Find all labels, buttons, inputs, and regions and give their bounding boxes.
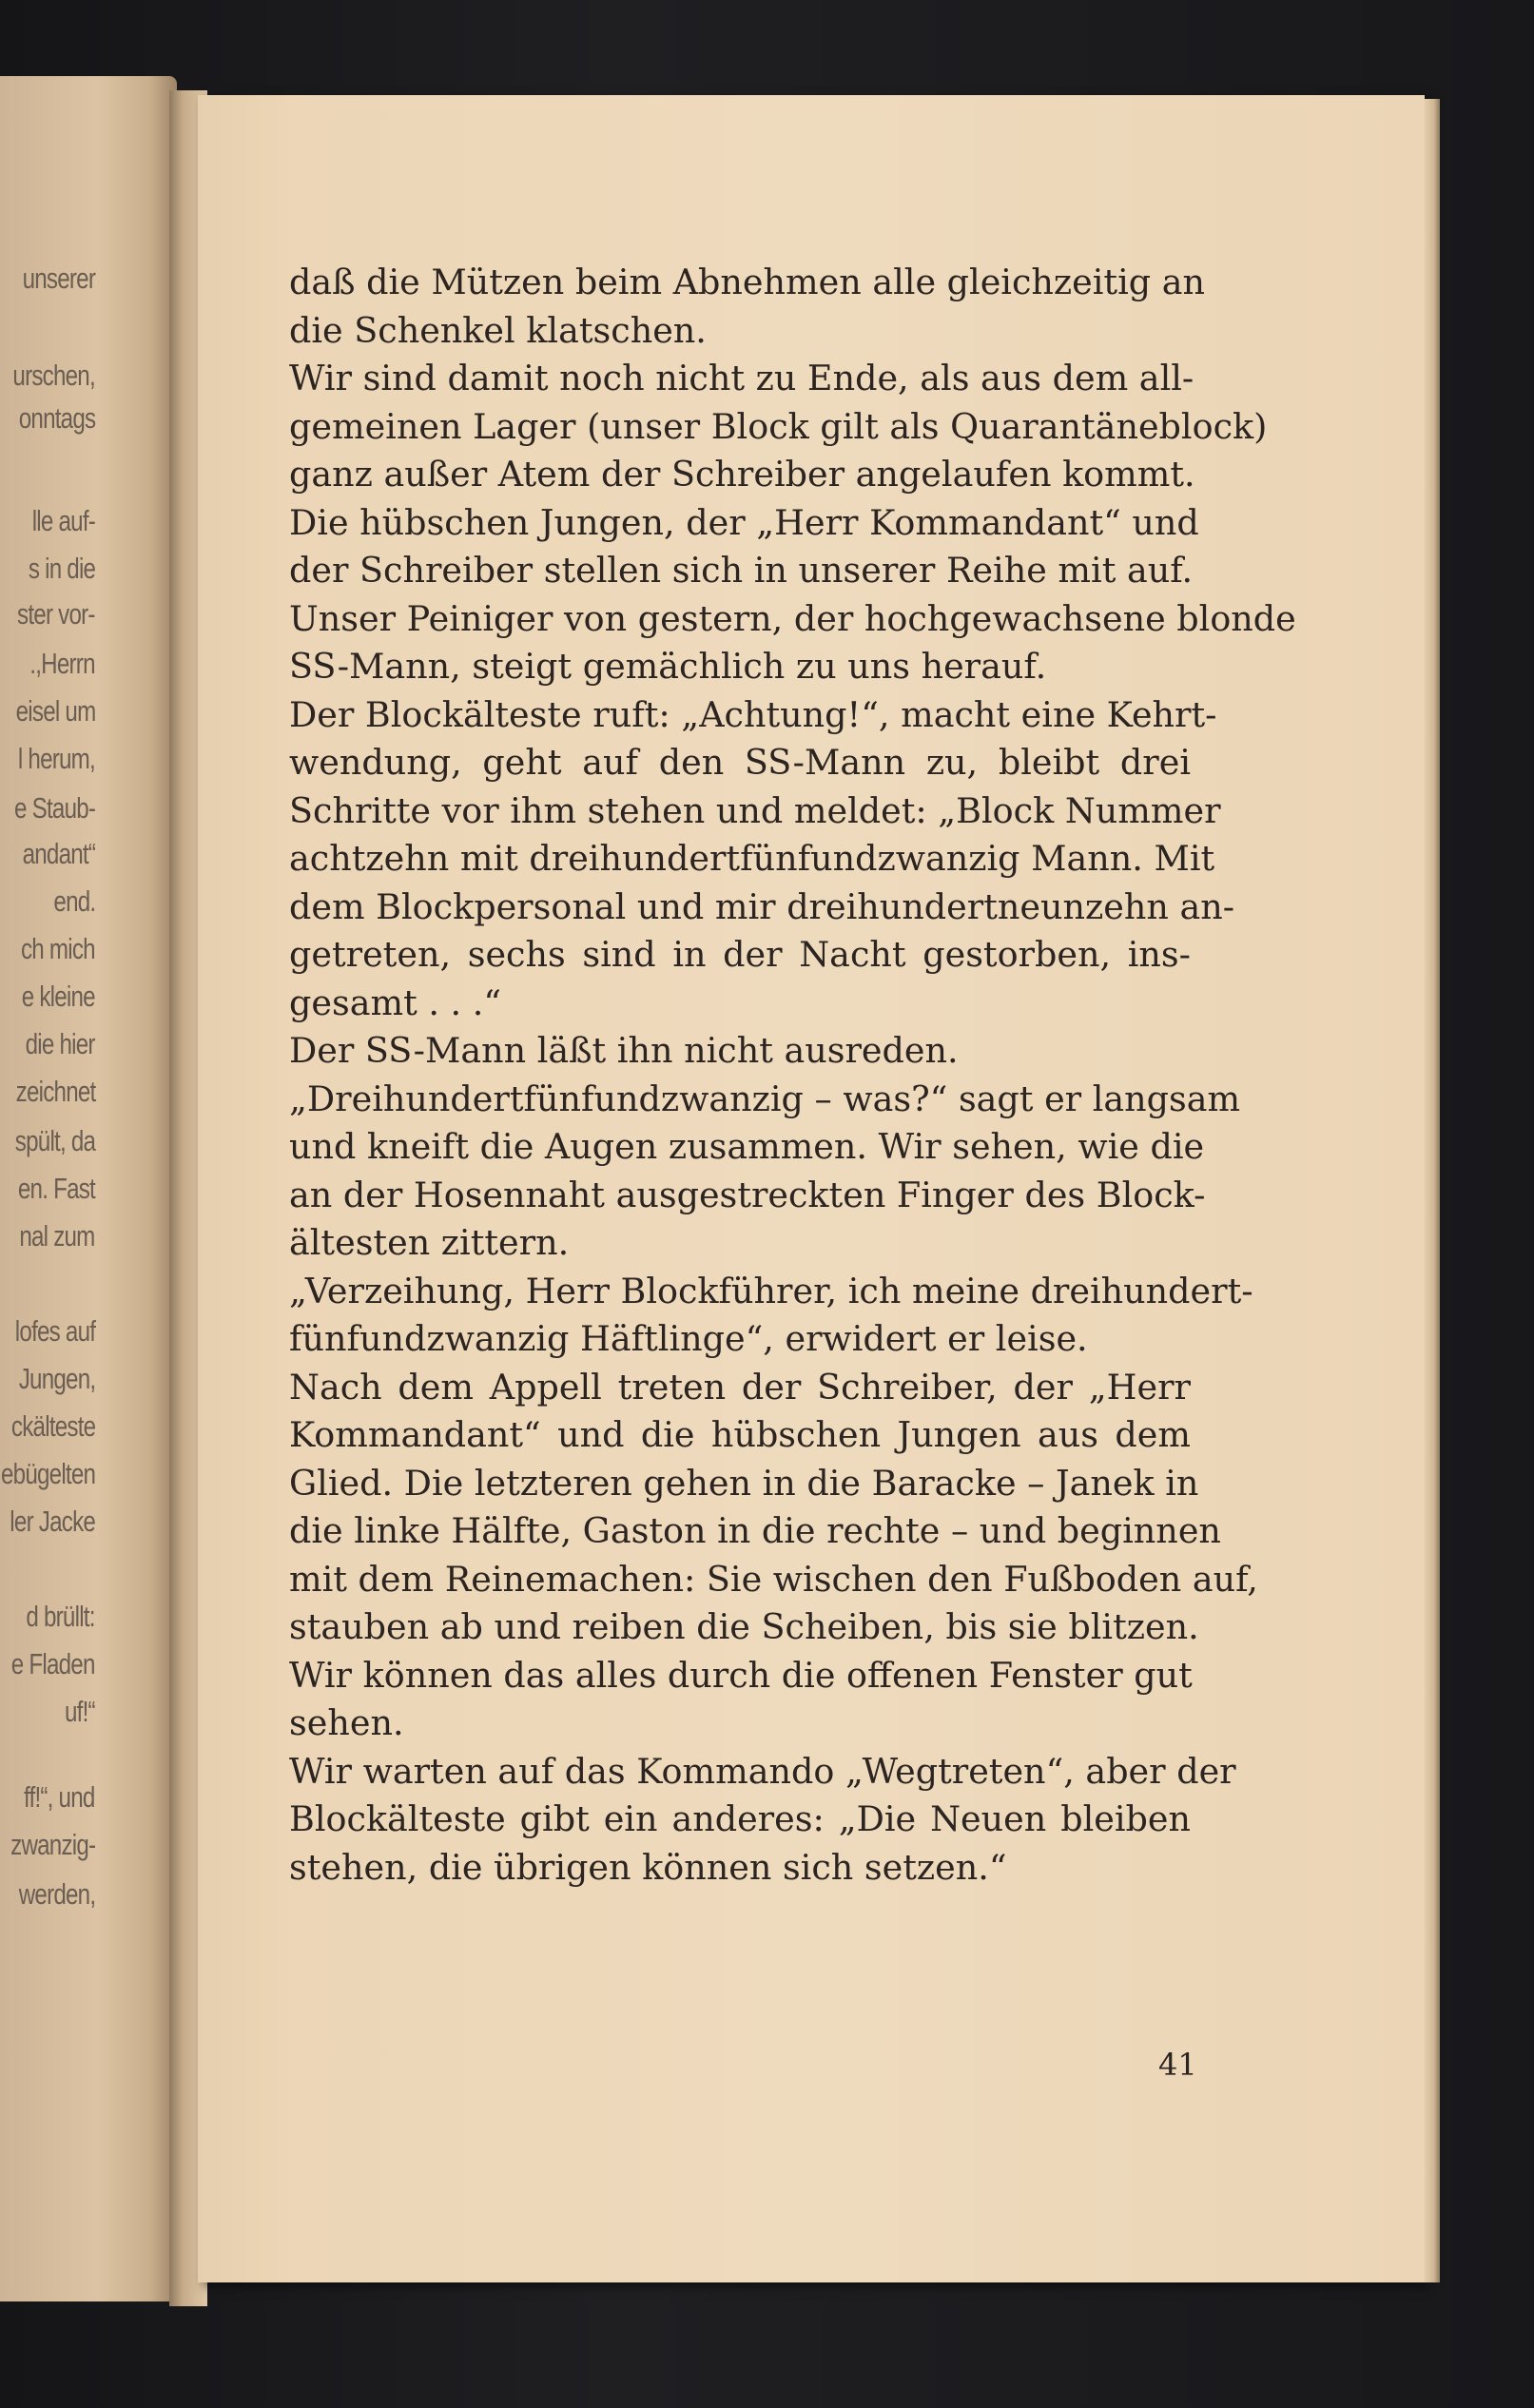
page-edge: [1425, 99, 1440, 2282]
text-line: Schritte vor ihm stehen und meldet: „Block Nummer: [289, 789, 1221, 831]
left-page-fragment: ch mich: [21, 932, 95, 965]
text-line: Wir können das alles durch die offenen Fenster gut: [289, 1654, 1193, 1696]
body-text: [289, 259, 1296, 1892]
text-line: fünfundzwanzig Häftlinge“, erwidert er leise.: [289, 1318, 1088, 1359]
left-page-fragment: e Staub-: [13, 791, 95, 825]
text-line: an der Hosennaht ausgestreckten Finger des Block-: [289, 1174, 1206, 1215]
text-line: und kneift die Augen zusammen. Wir sehen, wie die: [289, 1126, 1205, 1167]
text-line: mit dem Reinemachen: Sie wischen den Fußboden auf,: [289, 1558, 1258, 1600]
text-line: Kommandant“ und die hübschen Jungen aus dem: [289, 1414, 1191, 1455]
left-page-fragment: l herum,: [17, 742, 95, 775]
left-page-fragment: ebügelten: [0, 1457, 95, 1490]
text-line: daß die Mützen beim Abnehmen alle gleichzeitig an: [289, 262, 1206, 302]
text-line: stauben ab und reiben die Scheiben, bis sie blitzen.: [289, 1606, 1199, 1647]
text-line: wendung, geht auf den SS-Mann zu, bleibt drei: [289, 742, 1191, 783]
text-line: Wir warten auf das Kommando „Wegtreten“, aber der: [289, 1750, 1236, 1792]
text-line: gemeinen Lager (unser Block gilt als Quarantäneblock): [289, 405, 1268, 447]
left-page-fragment: die hier: [25, 1027, 95, 1060]
text-line: Nach dem Appell treten der Schreiber, der „Herr: [289, 1366, 1191, 1408]
left-page-fragment: lofes auf: [14, 1314, 95, 1348]
text-line: Glied. Die letzteren gehen in die Baracke – Janek in: [289, 1462, 1199, 1504]
text-line: getreten, sechs sind in der Nacht gestorben, ins-: [289, 934, 1191, 975]
left-page-fragment: spült, da: [14, 1124, 95, 1157]
left-page-fragment: ff!“, und: [24, 1780, 95, 1814]
text-line: „Dreihundertfünfundzwanzig – was?“ sagt er langsam: [289, 1078, 1241, 1119]
left-page-fragment: nal zum: [19, 1219, 95, 1253]
left-page-fragment: werden,: [18, 1877, 95, 1911]
text-line: achtzehn mit dreihundertfünfundzwanzig Mann. Mit: [289, 838, 1215, 879]
left-page-fragment: ler Jacke: [10, 1505, 95, 1538]
left-page-fragment: urschen,: [12, 359, 95, 392]
text-line: der Schreiber stellen sich in unserer Reihe mit auf.: [289, 550, 1194, 591]
left-page-fragment: zwanzig-: [10, 1828, 95, 1861]
text-line: ganz außer Atem der Schreiber angelaufen kommt.: [289, 454, 1195, 495]
text-line: Wir sind damit noch nicht zu Ende, als aus dem all-: [289, 358, 1194, 398]
text-line: die Schenkel klatschen.: [289, 309, 707, 351]
left-page-fragment: zeichnet: [15, 1075, 95, 1108]
left-page-fragment: .,Herrn: [29, 647, 95, 680]
text-line: Der Blockälteste ruft: „Achtung!“, macht eine Kehrt-: [289, 693, 1217, 735]
text-line: Die hübschen Jungen, der „Herr Kommandant“ und: [289, 501, 1199, 543]
text-line: Blockälteste gibt ein anderes: „Die Neuen bleiben: [289, 1798, 1191, 1839]
left-page-fragment: onntags: [18, 401, 95, 435]
left-page: [0, 76, 177, 2301]
text-line: ältesten zittern.: [289, 1222, 570, 1263]
left-page-fragment: ster vor-: [17, 597, 95, 631]
text-line: die linke Hälfte, Gaston in die rechte – und beginnen: [289, 1510, 1221, 1551]
left-page-fragment: s in die: [28, 552, 95, 585]
right-page: [198, 95, 1425, 2282]
left-page-fragment: uf!“: [65, 1695, 95, 1728]
left-page-fragment: lle auf-: [31, 504, 95, 537]
left-page-fragment: e kleine: [21, 980, 95, 1013]
text-line: stehen, die übrigen können sich setzen.“: [289, 1846, 1007, 1888]
left-page-fragment: Jungen,: [18, 1362, 95, 1395]
text-line: dem Blockpersonal und mir dreihundertneunzehn an-: [289, 885, 1235, 927]
left-page-fragment: ckälteste: [10, 1409, 95, 1443]
left-page-fragment: andant“: [22, 837, 95, 870]
left-page-fragment: en. Fast: [17, 1172, 95, 1205]
text-line: „Verzeihung, Herr Blockführer, ich meine dreihundert-: [289, 1270, 1253, 1311]
left-page-fragment: end.: [53, 884, 95, 918]
text-line: Unser Peiniger von gestern, der hochgewachsene blonde: [289, 597, 1296, 639]
left-page-fragment: e Fladen: [11, 1647, 95, 1680]
text-line: gesamt . . .“: [289, 981, 502, 1023]
page-number: 41: [1158, 2047, 1197, 2083]
text-line: Der SS-Mann läßt ihn nicht ausreden.: [289, 1030, 959, 1071]
left-page-fragment: eisel um: [15, 694, 95, 728]
left-page-fragment: unserer: [22, 262, 95, 295]
text-line: sehen.: [289, 1702, 404, 1743]
left-page-fragment: d brüllt:: [26, 1600, 95, 1633]
text-line: SS-Mann, steigt gemächlich zu uns herauf.: [289, 646, 1047, 687]
